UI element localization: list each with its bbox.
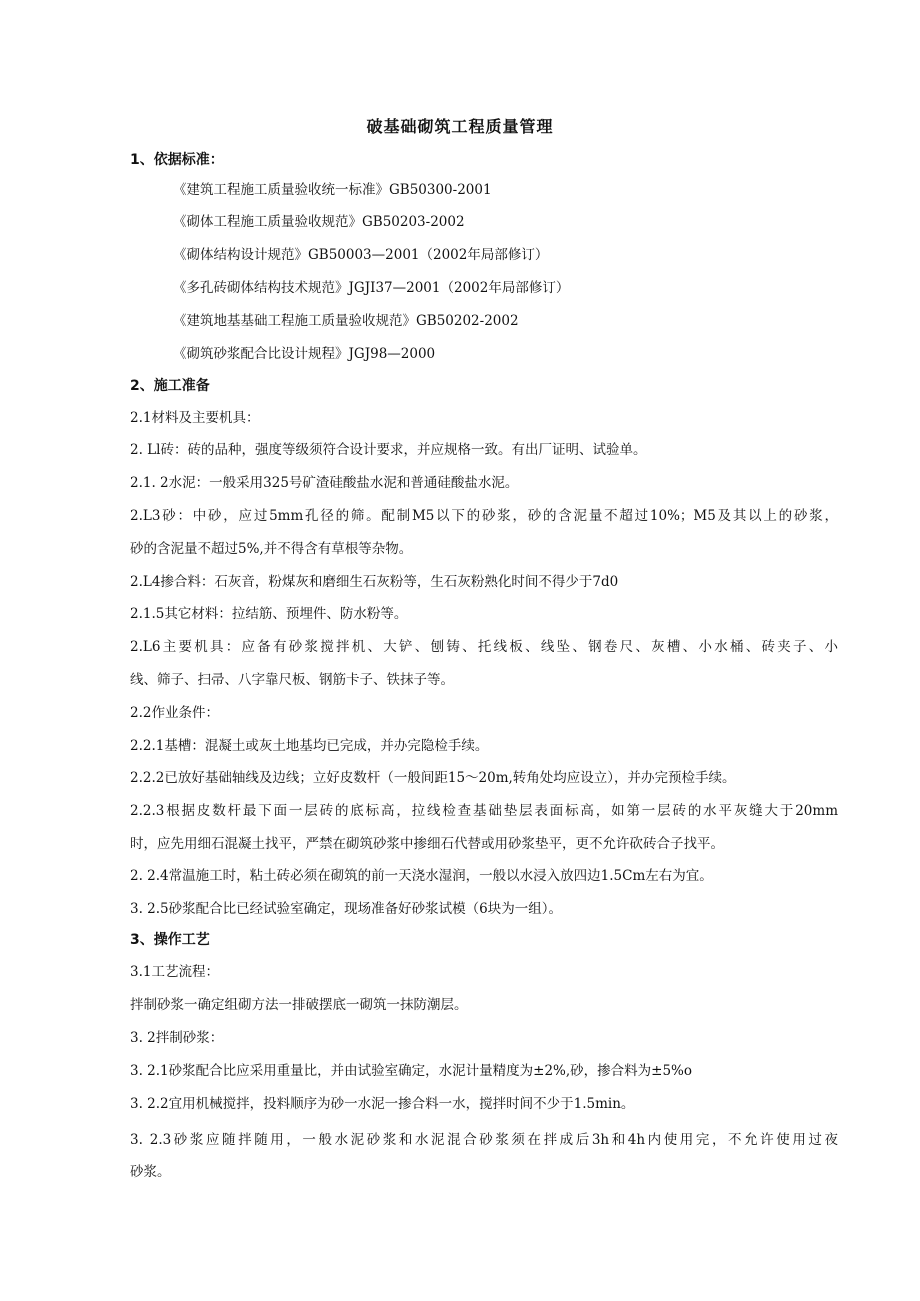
standard-item: 《多孔砖砌体结构技术规范》JGJI37—2001（2002年局部修订） bbox=[173, 280, 570, 296]
paragraph-line: 2.2.2已放好基础轴线及边线；立好皮数杆（一般间距15～20m,转角处均应设立），并办完预检手续。 bbox=[130, 770, 736, 786]
paragraph-line: 2. 2.4常温施工时，粘土砖必须在砌筑的前一天浇水湿润，一般以水浸入放四边1.5Cm左右为宜。 bbox=[130, 868, 713, 884]
paragraph-line: 砂浆。 bbox=[130, 1164, 171, 1180]
paragraph-line: 2. Ll砖：砖的品种，强度等级须符合设计要求，并应规格一致。有出厂证明、试验单。 bbox=[130, 442, 647, 458]
section-3-heading: 3、操作工艺 bbox=[130, 932, 210, 948]
paragraph-line: 2.2.3根据皮数杆最下面一层砖的底标高，拉线检查基础垫层表面标高，如第一层砖的水平灰缝大于20mm bbox=[130, 803, 838, 819]
section-1-heading: 1、依据标准： bbox=[130, 152, 224, 168]
paragraph-line: 2.L3砂：中砂，应过5mm孔径的筛。配制M5以下的砂浆，砂的含泥量不超过10%；M5及其以上的砂浆， bbox=[130, 508, 838, 524]
document-title: 破基础砌筑工程质量管理 bbox=[366, 117, 554, 136]
paragraph-line: 2.1.5其它材料：拉结筋、预埋件、防水粉等。 bbox=[130, 606, 408, 622]
paragraph-line: 2.2.1基槽：混凝土或灰土地基均已完成，并办完隐检手续。 bbox=[130, 738, 489, 754]
standard-item: 《建筑地基基础工程施工质量验收规范》GB50202-2002 bbox=[173, 313, 519, 329]
paragraph-line: 砂的含泥量不超过5%,并不得含有草根等杂物。 bbox=[130, 541, 413, 557]
paragraph-line: 3. 2拌制砂浆： bbox=[130, 1030, 224, 1046]
paragraph-line: 2.L6主要机具：应备有砂浆搅拌机、大铲、刨铸、托线板、线坠、钢卷尺、灰槽、小水桶、砖夹子、小 bbox=[130, 639, 838, 655]
paragraph-line: 3. 2.2宜用机械搅拌，投料顺序为砂一水泥一掺合料一水，搅拌时间不少于1.5min。 bbox=[130, 1096, 635, 1112]
paragraph-line: 2.1材料及主要机具： bbox=[130, 410, 260, 426]
standard-item: 《砌筑砂浆配合比设计规程》JGJ98—2000 bbox=[173, 346, 436, 362]
paragraph-line: 时，应先用细石混凝土找平，严禁在砌筑砂浆中掺细石代替或用砂浆垫平，更不允许砍砖合子找平。 bbox=[130, 836, 724, 852]
paragraph-line: 拌制砂浆一确定组砌方法一排破摆底一砌筑一抹防潮层。 bbox=[130, 997, 468, 1013]
section-2-heading: 2、施工准备 bbox=[130, 378, 210, 394]
standard-item: 《砌体工程施工质量验收规范》GB50203-2002 bbox=[173, 214, 465, 230]
paragraph-line: 3. 2.3砂浆应随拌随用，一般水泥砂浆和水泥混合砂浆须在拌成后3h和4h内使用完，不允许使用过夜 bbox=[130, 1132, 838, 1148]
paragraph-line: 2.L4掺合料：石灰音，粉煤灰和磨细生石灰粉等，生石灰粉熟化时间不得少于7d0 bbox=[130, 574, 619, 590]
paragraph-line: 2.2作业条件： bbox=[130, 705, 219, 721]
standard-item: 《砌体结构设计规范》GB50003—2001（2002年局部修订） bbox=[173, 247, 549, 263]
paragraph-line: 2.1. 2水泥：一般采用325号矿渣硅酸盐水泥和普通硅酸盐水泥。 bbox=[130, 475, 519, 491]
paragraph-line: 3. 2.5砂浆配合比已经试验室确定，现场准备好砂浆试模（6块为一组）。 bbox=[130, 901, 562, 917]
standard-item: 《建筑工程施工质量验收统一标准》GB50300-2001 bbox=[173, 182, 492, 198]
paragraph-line: 线、筛子、扫帚、八字靠尺板、钢筋卡子、铁抹子等。 bbox=[130, 672, 454, 688]
paragraph-line: 3.1工艺流程： bbox=[130, 964, 219, 980]
paragraph-line: 3. 2.1砂浆配合比应采用重量比，并由试验室确定，水泥计量精度为±2%,砂，掺合料为±5%o bbox=[130, 1063, 693, 1079]
